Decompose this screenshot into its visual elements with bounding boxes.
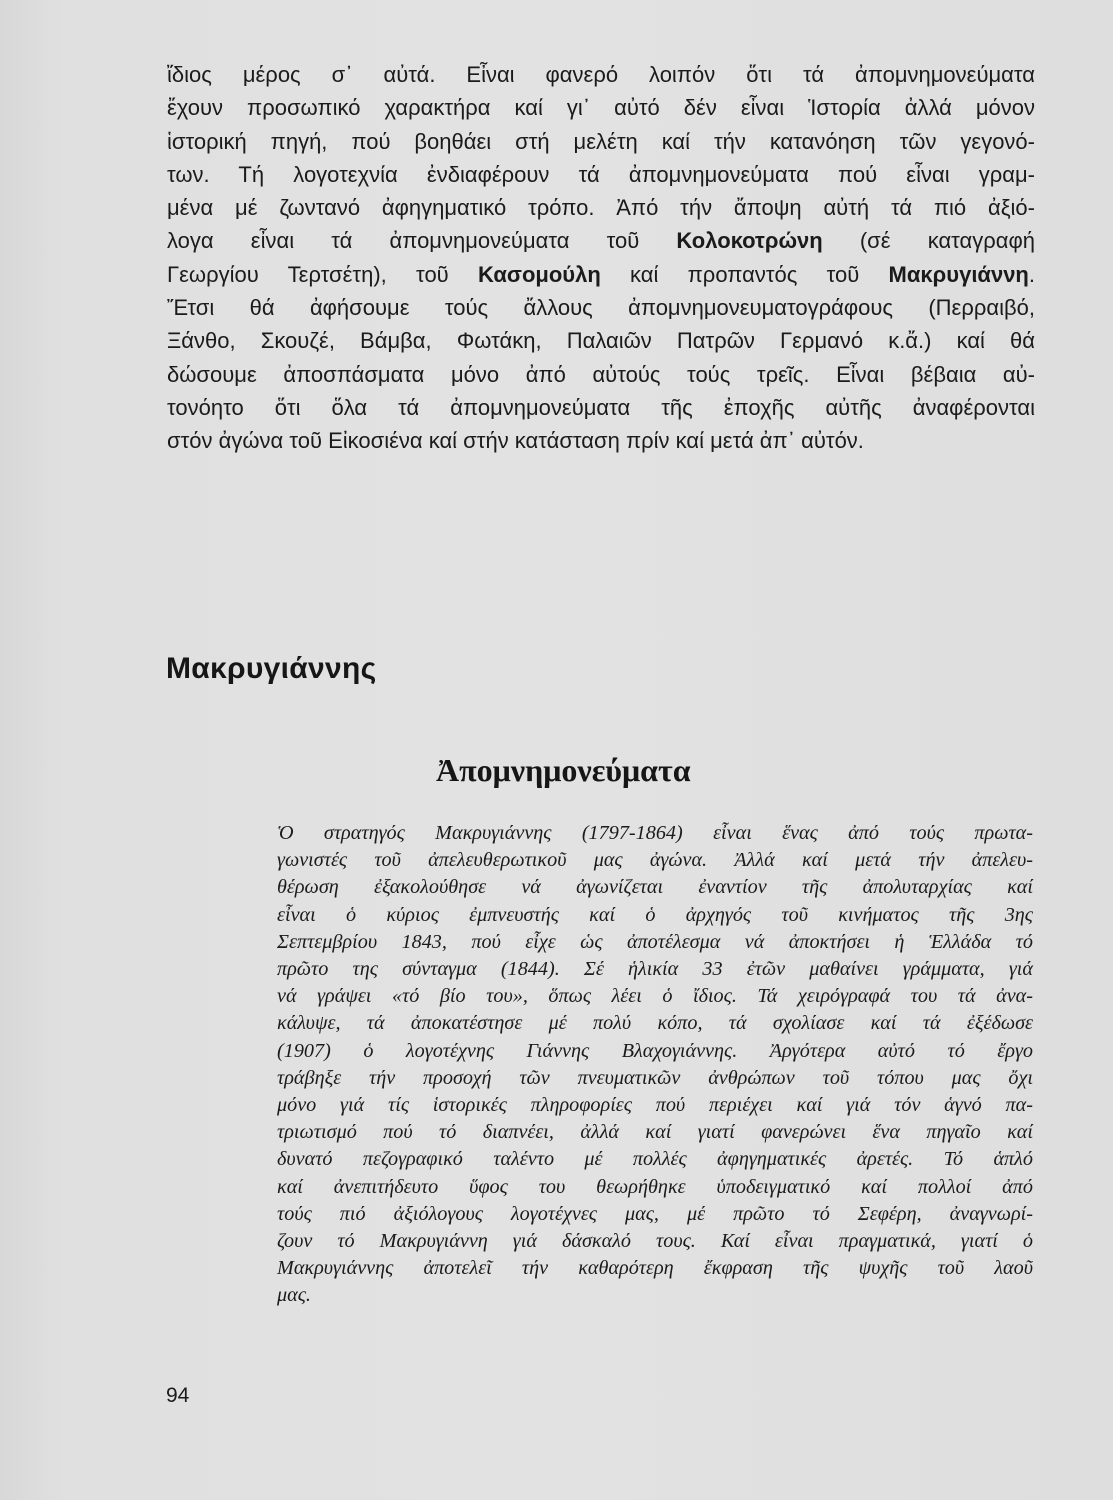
page-number: 94 bbox=[166, 1384, 190, 1407]
intro-line: ζουν τό Μακρυγιάννη γιά δάσκαλό τους. Καί εἶναι πραγματικά, γιατί ὁ bbox=[277, 1230, 1033, 1253]
intro-line: (1907) ὁ λογοτέχνης Γιάννης Βλαχογιάννης. Ἀργότερα αὐτό τό ἔργο bbox=[277, 1039, 1033, 1062]
intro-line: κάλυψε, τά ἀποκατέστησε μέ πολύ κόπο, τά σχολίασε καί τά ἐξέδωσε bbox=[277, 1012, 1033, 1035]
body-paragraph bbox=[167, 58, 1035, 458]
name-kasomoulis: Κασομούλη bbox=[477, 261, 601, 287]
intro-line: Σεπτεμβρίου 1843, πού εἶχε ὡς ἀποτέλεσμα νά ἀποκτήσει ἡ Ἑλλάδα τό bbox=[277, 930, 1033, 953]
name-kolokotronis: Κολοκοτρώνη bbox=[676, 228, 823, 254]
intro-line: μας. bbox=[277, 1284, 311, 1307]
body-line: Ἔτσι θά ἀφήσουμε τούς ἄλλους ἀπομνημονευματογράφους (Περραιβό, bbox=[167, 295, 1035, 321]
body-line: των. Τή λογοτεχνία ἐνδιαφέρουν τά ἀπομνημονεύματα πού εἶναι γραμ- bbox=[167, 161, 1035, 187]
text-fragment: Γεωργίου Τερτσέτη), τοῦ bbox=[167, 261, 478, 287]
intro-line: τράβηξε τήν προσοχή τῶν πνευματικῶν ἀνθρώπων τοῦ τόπου μας ὄχι bbox=[277, 1066, 1033, 1089]
intro-line: εἶναι ὁ κύριος ἐμπνευστής καί ὁ ἀρχηγός τοῦ κινήματος τῆς 3ης bbox=[277, 903, 1033, 926]
body-line: μένα μέ ζωντανό ἀφηγηματικό τρόπο. Ἀπό τήν ἄποψη αὐτή τά πιό ἀξιό- bbox=[167, 195, 1035, 221]
body-line: τονόητο ὅτι ὅλα τά ἀπομνημονεύματα τῆς ἐποχῆς αὐτῆς ἀναφέρονται bbox=[167, 394, 1035, 420]
text-fragment: . bbox=[1028, 261, 1035, 287]
body-line-with-name bbox=[167, 224, 1035, 257]
intro-paragraph bbox=[277, 820, 1033, 1310]
intro-line: τριωτισμό πού τό διαπνέει, ἀλλά καί γιατί φανερώνει ἕνα πηγαῖο καί bbox=[277, 1121, 1033, 1144]
body-line: δώσουμε ἀποσπάσματα μόνο ἀπό αὐτούς τούς τρεῖς. Εἶναι βέβαια αὐ- bbox=[167, 361, 1035, 387]
text-fragment: (σέ καταγραφή bbox=[822, 228, 1036, 254]
body-line-with-names bbox=[167, 258, 1035, 291]
intro-line: Ὁ στρατηγός Μακρυγιάννης (1797-1864) εἶναι ἕνας ἀπό τούς πρωτα- bbox=[277, 822, 1033, 844]
intro-line: γωνιστές τοῦ ἀπελευθερωτικοῦ μας ἀγώνα. Ἀλλά καί μετά τήν ἀπελευ- bbox=[277, 849, 1033, 872]
body-line: ἴδιος μέρος σ᾽ αὐτά. Εἶναι φανερό λοιπόν ὅτι τά ἀπομνημονεύματα bbox=[167, 62, 1035, 87]
text-fragment: λογα εἶναι τά ἀπομνημονεύματα τοῦ bbox=[167, 228, 677, 254]
work-title: Ἀπομνημονεύματα bbox=[436, 752, 691, 788]
intro-line: μόνο γιά τίς ἱστορικές πληροφορίες πού περιέχει καί γιά τόν ἁγνό πα- bbox=[277, 1094, 1033, 1117]
body-line: Ξάνθο, Σκουζέ, Βάμβα, Φωτάκη, Παλαιῶν Πατρῶν Γερμανό κ.ἄ.) καί θά bbox=[167, 328, 1035, 354]
name-makrygiannis: Μακρυγιάννη bbox=[888, 261, 1029, 287]
body-line: ἱστορική πηγή, πού βοηθάει στή μελέτη καί τήν κατανόηση τῶν γεγονό- bbox=[167, 128, 1035, 154]
intro-line: θέρωση ἐξακολούθησε νά ἀγωνίζεται ἐναντίον τῆς ἀπολυταρχίας καί bbox=[277, 876, 1033, 899]
intro-line: πρῶτο της σύνταγμα (1844). Σέ ἡλικία 33 ἐτῶν μαθαίνει γράμματα, γιά bbox=[277, 958, 1033, 981]
body-line: ἔχουν προσωπικό χαρακτήρα καί γι᾽ αὐτό δέν εἶναι Ἱστορία ἀλλά μόνον bbox=[167, 95, 1035, 121]
body-line: στόν ἀγώνα τοῦ Εἰκοσιένα καί στήν κατάσταση πρίν καί μετά ἀπ᾽ αὐτόν. bbox=[167, 428, 864, 454]
intro-line: Μακρυγιάννης ἀποτελεῖ τήν καθαρότερη ἔκφραση τῆς ψυχῆς τοῦ λαοῦ bbox=[277, 1257, 1033, 1280]
intro-line: νά γράψει «τό βίο του», ὅπως λέει ὁ ἴδιος. Τά χειρόγραφά του τά ἀνα- bbox=[277, 985, 1033, 1008]
author-heading: Μακρυγιάννης bbox=[166, 652, 377, 685]
intro-line: καί ἀνεπιτήδευτο ὕφος του θεωρήθηκε ὑποδειγματικό καί πολλοί ἀπό bbox=[277, 1175, 1033, 1198]
text-fragment: καί προπαντός τοῦ bbox=[600, 261, 889, 287]
intro-line: τούς πιό ἀξιόλογους λογοτέχνες μας, μέ πρῶτο τό Σεφέρη, ἀναγνωρί- bbox=[277, 1202, 1033, 1225]
intro-line: δυνατό πεζογραφικό ταλέντο μέ πολλές ἀφηγηματικές ἀρετές. Τό ἁπλό bbox=[277, 1148, 1033, 1171]
